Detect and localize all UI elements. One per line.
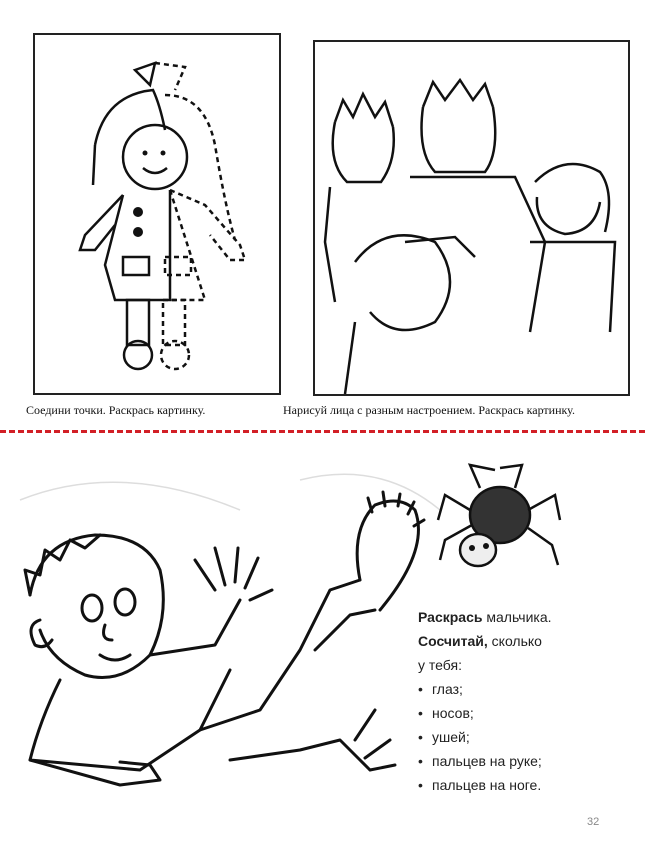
task-line-you-have: у тебя: [418,657,462,673]
task-line-color: Раскрась мальчика. [418,609,552,625]
list-item: • пальцев на руке; [418,749,628,773]
doll-caption: Соедини точки. Раскрась картинку. [26,403,206,417]
doll-panel [33,33,281,395]
list-item: • ушей; [418,725,628,749]
list-item: • носов; [418,701,628,725]
section-divider [0,430,645,433]
family-panel [313,40,630,396]
spider-icon [438,465,560,566]
task-line-count: Сосчитай, сколько [418,633,542,649]
task-text [418,605,628,797]
count-list [418,677,628,797]
family-illustration [315,42,628,394]
doll-illustration [35,35,279,393]
page-number: 32 [587,816,600,828]
list-item: • глаз; [418,677,628,701]
list-item: • пальцев на ноге. [418,773,628,797]
family-caption: Нарисуй лица с разным настроением. Раскрась картинку. [283,403,575,417]
